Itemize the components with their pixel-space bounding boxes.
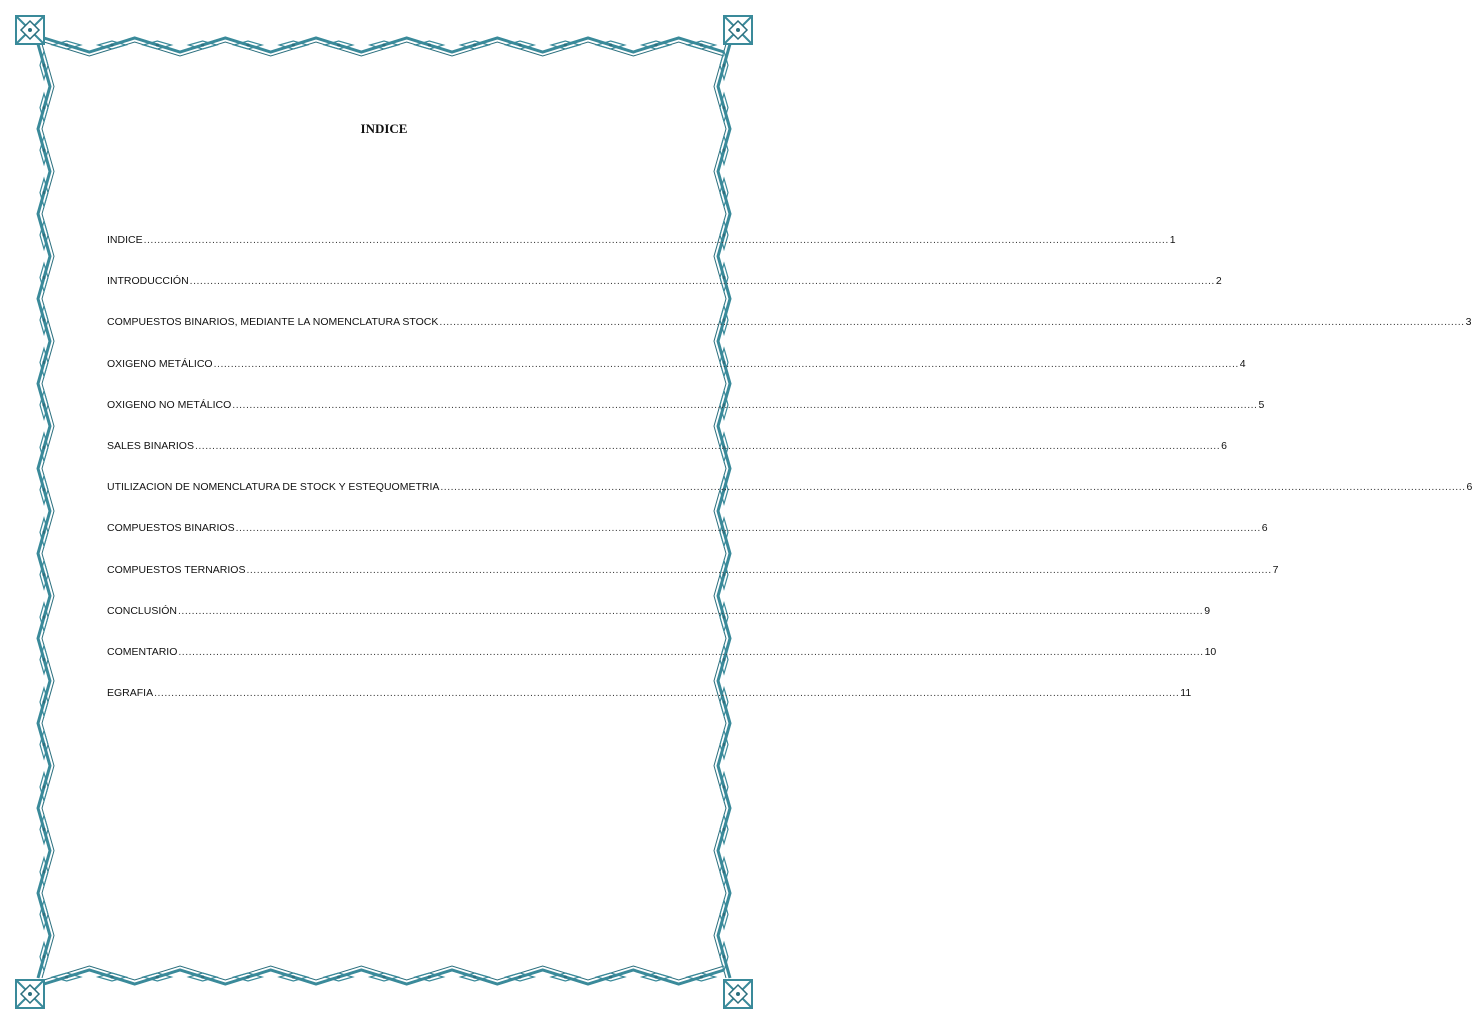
toc-entry-page-number: 3: [1465, 316, 1472, 329]
toc-entry[interactable]: [107, 604, 1211, 646]
toc-dot-leader: ............................................................................................................................................................................................................................................................................................................: [440, 481, 1466, 494]
toc-dot-leader: ............................................................................................................................................................................................................................................................................................................: [439, 316, 1465, 329]
toc-entry[interactable]: [107, 275, 1222, 316]
toc-entry-page-number: 9: [1204, 604, 1211, 617]
toc-entry-label: SALES BINARIOS: [107, 439, 194, 452]
toc-entry-label: COMPUESTOS BINARIOS: [107, 522, 235, 535]
toc-dot-leader: ............................................................................................................................................................................................................................................................................................................: [235, 522, 1261, 535]
toc-dot-leader: ............................................................................................................................................................................................................................................................................................................: [143, 234, 1169, 246]
toc-entry[interactable]: [107, 439, 1227, 481]
toc-entry-label: COMENTARIO: [107, 645, 178, 658]
toc-entry-page-number: 6: [1221, 439, 1227, 452]
toc-dot-leader: ............................................................................................................................................................................................................................................................................................................: [178, 604, 1204, 617]
toc-entry-label: OXIGENO METÁLICO: [107, 357, 213, 370]
toc-entry[interactable]: [107, 687, 1192, 728]
toc-entry[interactable]: [107, 563, 1279, 605]
toc-entry-label: OXIGENO NO METÁLICO: [107, 398, 232, 411]
toc-dot-leader: ............................................................................................................................................................................................................................................................................................................: [232, 398, 1258, 411]
toc-entry-page-number: 2: [1215, 275, 1222, 288]
toc-entry-label: INTRODUCCIÓN: [107, 275, 189, 288]
toc-dot-leader: ............................................................................................................................................................................................................................................................................................................: [154, 687, 1180, 700]
toc-dot-leader: ............................................................................................................................................................................................................................................................................................................: [178, 645, 1204, 658]
toc-entry-page-number: 11: [1180, 687, 1192, 700]
toc-entry-label: CONCLUSIÓN: [107, 604, 178, 617]
toc-entry-page-number: 4: [1239, 357, 1246, 370]
toc-entry[interactable]: [107, 398, 1265, 440]
toc-entry[interactable]: [107, 357, 1246, 399]
toc-entry-label: UTILIZACION DE NOMENCLATURA DE STOCK Y ESTEQUOMETRIA: [107, 481, 440, 494]
toc-entry-page-number: 6: [1261, 522, 1268, 535]
toc-dot-leader: ............................................................................................................................................................................................................................................................................................................: [213, 357, 1239, 370]
toc-entry[interactable]: [107, 234, 1176, 275]
toc-entry[interactable]: [107, 316, 1472, 357]
toc-entry-label: COMPUESTOS TERNARIOS: [107, 563, 246, 576]
toc-entry[interactable]: [107, 481, 1472, 522]
toc-entry-label: INDICE: [107, 234, 143, 246]
toc-entry-page-number: 7: [1272, 563, 1279, 576]
table-of-contents: [107, 234, 1472, 728]
toc-entry-page-number: 10: [1204, 645, 1217, 658]
toc-entry-label: EGRAFIA: [107, 687, 154, 700]
toc-entry-page-number: 6: [1466, 481, 1472, 494]
toc-entry-page-number: 1: [1169, 234, 1176, 246]
toc-entry-page-number: 5: [1258, 398, 1265, 411]
toc-entry[interactable]: [107, 645, 1217, 687]
toc-dot-leader: ............................................................................................................................................................................................................................................................................................................: [246, 563, 1272, 576]
page-title: INDICE: [360, 121, 408, 136]
toc-entry-label: COMPUESTOS BINARIOS, MEDIANTE LA NOMENCLATURA STOCK: [107, 316, 439, 329]
toc-dot-leader: ............................................................................................................................................................................................................................................................................................................: [189, 275, 1215, 288]
toc-dot-leader: ............................................................................................................................................................................................................................................................................................................: [194, 439, 1221, 452]
toc-entry[interactable]: [107, 522, 1268, 563]
